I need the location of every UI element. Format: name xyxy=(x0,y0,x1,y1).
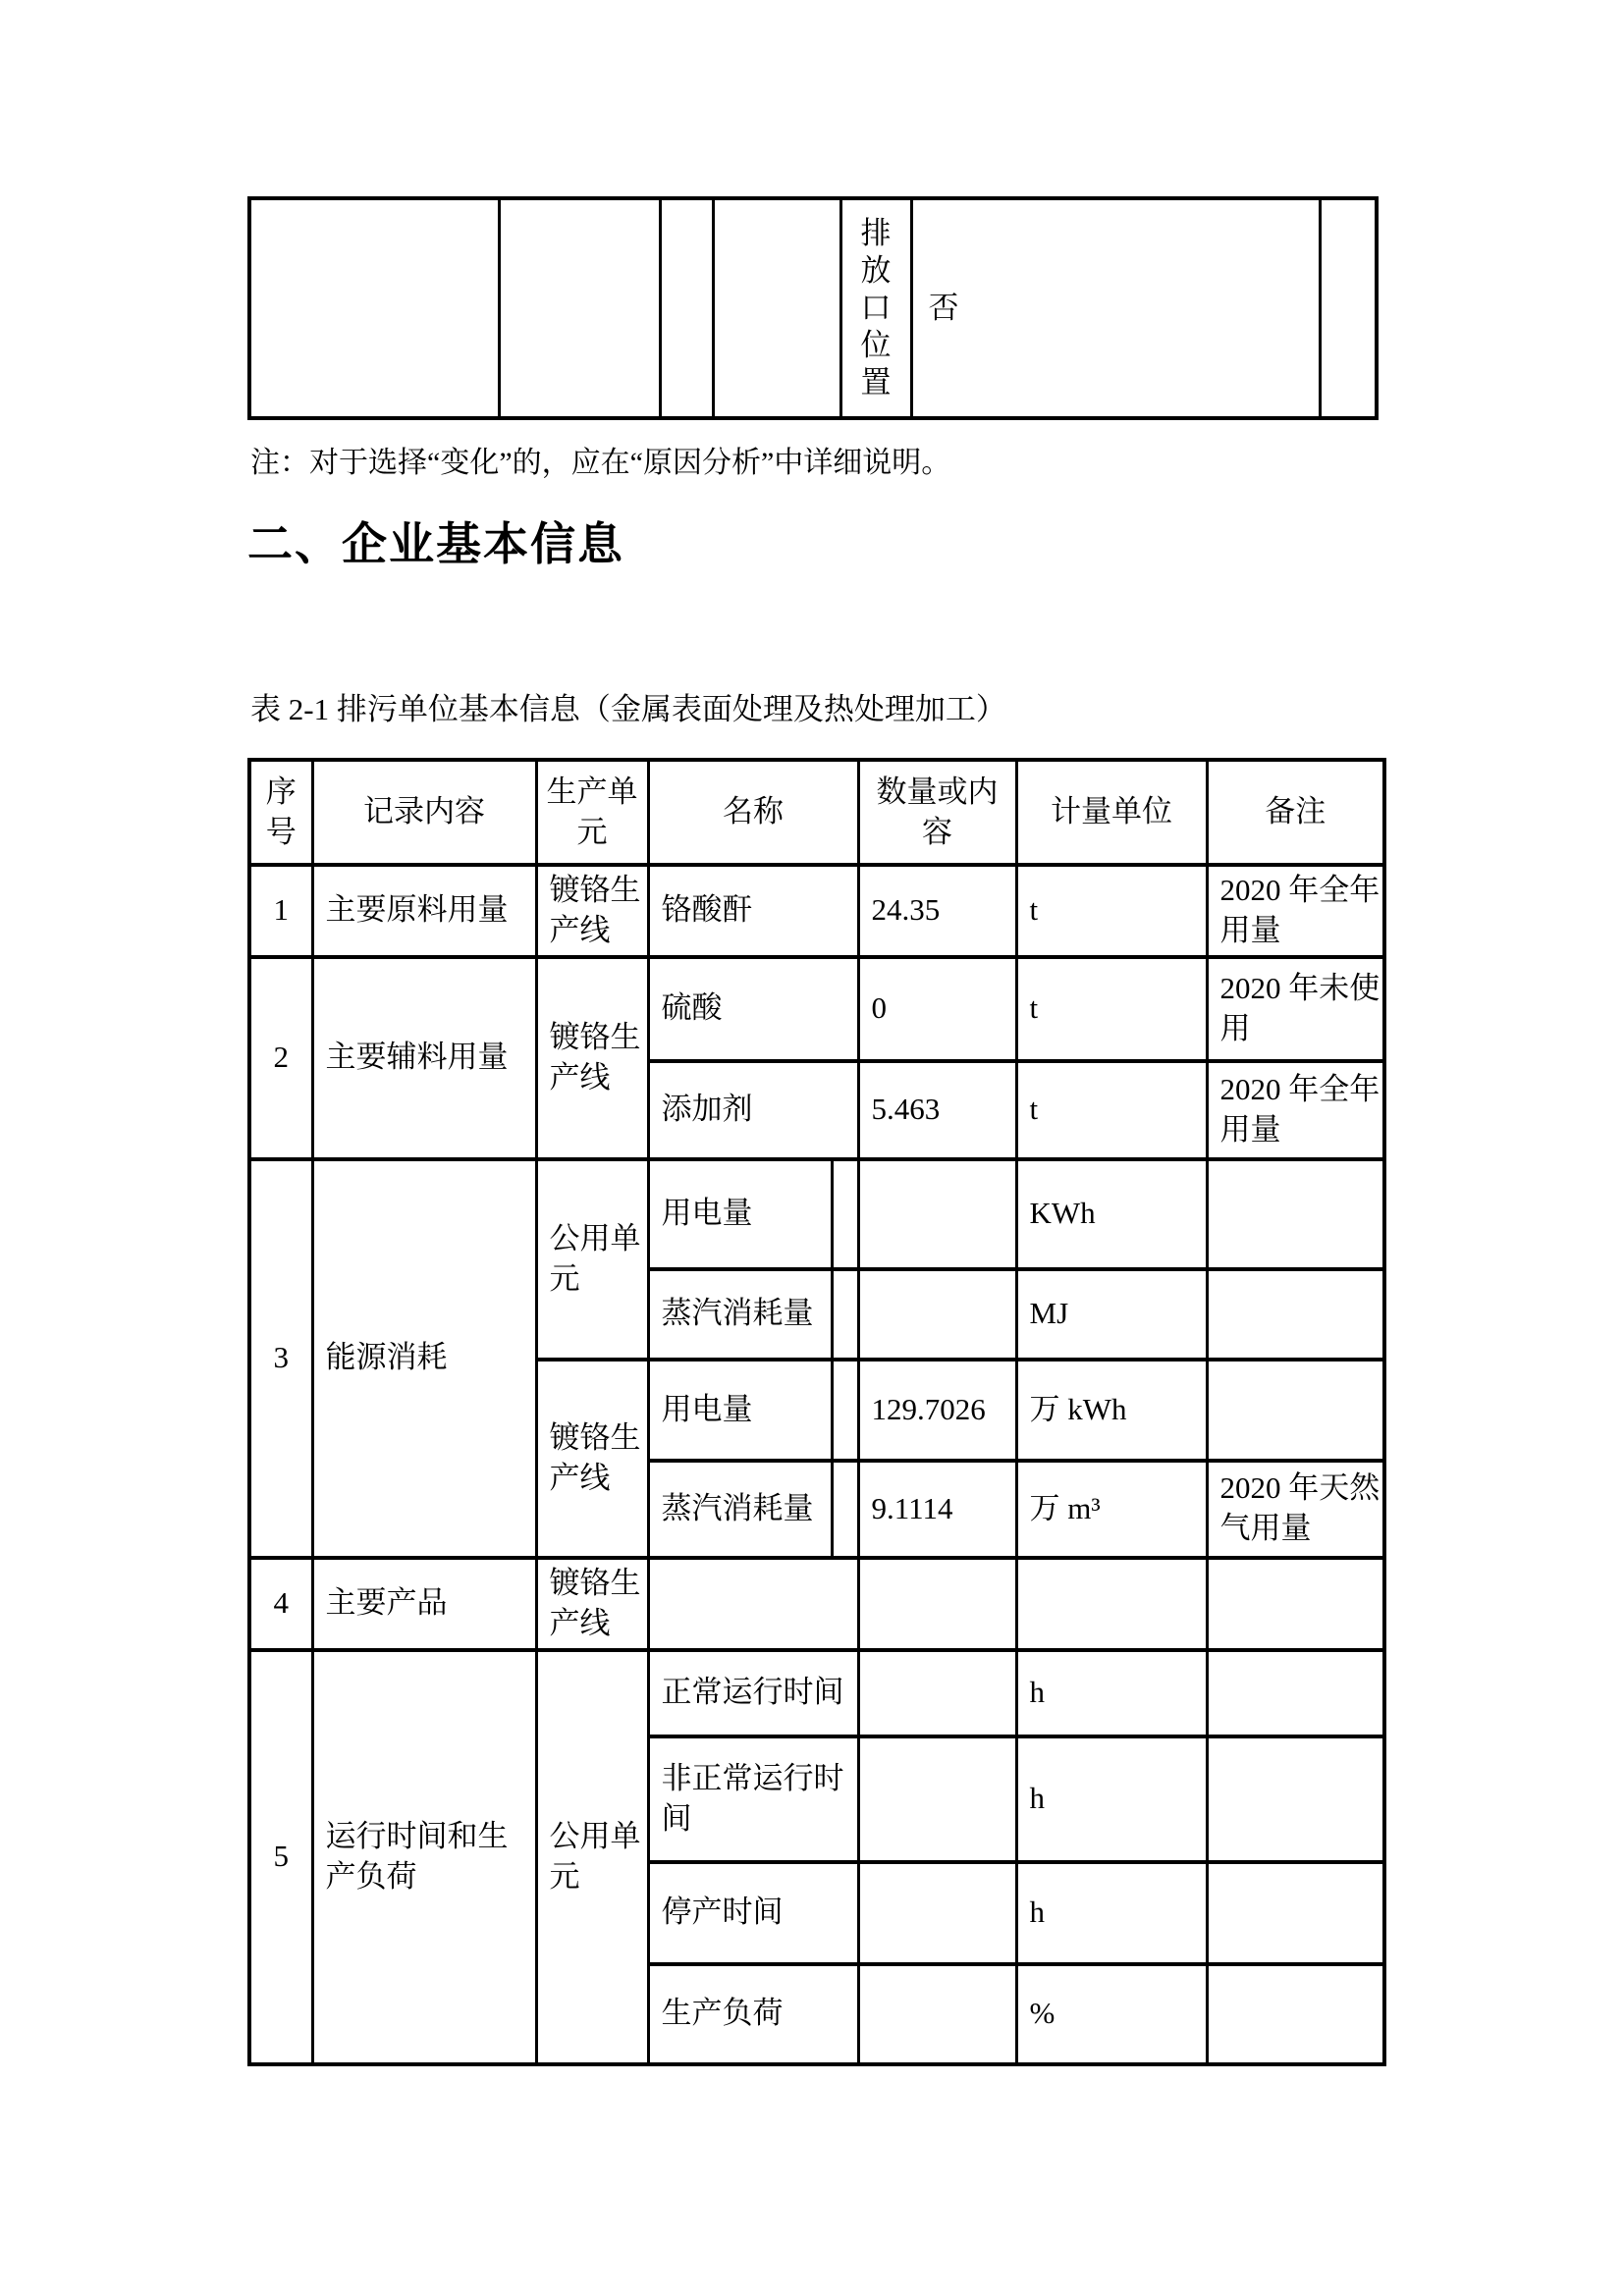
cell-name: 铬酸酐 xyxy=(648,865,858,957)
cell-remark: 2020 年天然气用量 xyxy=(1207,1461,1384,1558)
cell-measure-unit: KWh xyxy=(1016,1159,1207,1269)
header-measure-unit: 计量单位 xyxy=(1016,760,1207,865)
outlet-position-value: 否 xyxy=(911,198,1320,418)
cell-production-unit: 镀铬生产线 xyxy=(536,865,648,957)
cell-production-unit: 镀铬生产线 xyxy=(536,957,648,1159)
cell-record-content: 能源消耗 xyxy=(312,1159,536,1558)
cell-remark: 2020 年未使用 xyxy=(1207,957,1384,1061)
cell-name xyxy=(648,1558,858,1650)
table-row xyxy=(249,1558,1384,1650)
table-row xyxy=(249,865,1384,957)
cell-quantity xyxy=(858,1964,1016,2064)
cell-quantity xyxy=(858,1862,1016,1964)
cell-name: 蒸汽消耗量 xyxy=(648,1269,832,1360)
table-row xyxy=(249,1650,1384,1736)
cell-quantity: 5.463 xyxy=(858,1061,1016,1159)
cell-remark xyxy=(1207,1736,1384,1862)
header-production-unit: 生产单元 xyxy=(536,760,648,865)
cell-measure-unit: 万 kWh xyxy=(1016,1360,1207,1461)
empty-strip-cell xyxy=(832,1360,858,1461)
cell-production-unit: 公用单元 xyxy=(536,1650,648,2064)
header-row xyxy=(249,760,1384,865)
empty-cell xyxy=(249,198,499,418)
table-row xyxy=(249,198,1377,418)
header-remark: 备注 xyxy=(1207,760,1384,865)
cell-quantity xyxy=(858,1159,1016,1269)
empty-strip-cell xyxy=(832,1269,858,1360)
outlet-position-label: 排放口位置 xyxy=(840,198,911,418)
cell-measure-unit: t xyxy=(1016,957,1207,1061)
cell-measure-unit: h xyxy=(1016,1862,1207,1964)
footnote-text: 注：对于选择“变化”的，应在“原因分析”中详细说明。 xyxy=(250,447,951,479)
cell-record-content: 主要产品 xyxy=(312,1558,536,1650)
cell-remark xyxy=(1207,1360,1384,1461)
cell-remark xyxy=(1207,1862,1384,1964)
empty-strip-cell xyxy=(832,1461,858,1558)
table-caption: 表 2-1 排污单位基本信息（金属表面处理及热处理加工） xyxy=(250,692,1006,726)
cell-name: 用电量 xyxy=(648,1360,832,1461)
cell-seq: 4 xyxy=(249,1558,312,1650)
cell-name: 硫酸 xyxy=(648,957,858,1061)
cell-seq: 3 xyxy=(249,1159,312,1558)
table-row xyxy=(249,1159,1384,1269)
cell-remark xyxy=(1207,1964,1384,2064)
cell-remark: 2020 年全年用量 xyxy=(1207,1061,1384,1159)
cell-production-unit: 镀铬生产线 xyxy=(536,1360,648,1558)
empty-cell xyxy=(1320,198,1377,418)
header-seq: 序号 xyxy=(249,760,312,865)
cell-name: 添加剂 xyxy=(648,1061,858,1159)
cell-quantity xyxy=(858,1269,1016,1360)
empty-cell xyxy=(499,198,660,418)
empty-cell xyxy=(660,198,713,418)
section-heading: 二、企业基本信息 xyxy=(247,518,624,569)
cell-quantity xyxy=(858,1558,1016,1650)
table-row xyxy=(249,957,1384,1061)
cell-record-content: 主要辅料用量 xyxy=(312,957,536,1159)
cell-quantity xyxy=(858,1650,1016,1736)
cell-quantity xyxy=(858,1736,1016,1862)
cell-name: 蒸汽消耗量 xyxy=(648,1461,832,1558)
cell-name: 非正常运行时间 xyxy=(648,1736,858,1862)
cell-name: 用电量 xyxy=(648,1159,832,1269)
cell-measure-unit: h xyxy=(1016,1650,1207,1736)
cell-quantity: 0 xyxy=(858,957,1016,1061)
cell-measure-unit: MJ xyxy=(1016,1269,1207,1360)
empty-cell xyxy=(713,198,840,418)
cell-remark: 2020 年全年用量 xyxy=(1207,865,1384,957)
cell-remark xyxy=(1207,1159,1384,1269)
cell-quantity: 24.35 xyxy=(858,865,1016,957)
cell-name: 停产时间 xyxy=(648,1862,858,1964)
cell-remark xyxy=(1207,1269,1384,1360)
cell-remark xyxy=(1207,1650,1384,1736)
cell-quantity: 129.7026 xyxy=(858,1360,1016,1461)
cell-measure-unit: h xyxy=(1016,1736,1207,1862)
cell-name: 正常运行时间 xyxy=(648,1650,858,1736)
cell-quantity: 9.1114 xyxy=(858,1461,1016,1558)
cell-production-unit: 公用单元 xyxy=(536,1159,648,1360)
cell-measure-unit: % xyxy=(1016,1964,1207,2064)
cell-seq: 5 xyxy=(249,1650,312,2064)
cell-record-content: 运行时间和生产负荷 xyxy=(312,1650,536,2064)
cell-measure-unit xyxy=(1016,1558,1207,1650)
header-name: 名称 xyxy=(648,760,858,865)
header-quantity: 数量或内容 xyxy=(858,760,1016,865)
continuation-table xyxy=(247,196,1379,420)
cell-production-unit: 镀铬生产线 xyxy=(536,1558,648,1650)
header-record-content: 记录内容 xyxy=(312,760,536,865)
cell-seq: 1 xyxy=(249,865,312,957)
cell-record-content: 主要原料用量 xyxy=(312,865,536,957)
cell-measure-unit: 万 m³ xyxy=(1016,1461,1207,1558)
cell-measure-unit: t xyxy=(1016,865,1207,957)
cell-seq: 2 xyxy=(249,957,312,1159)
cell-measure-unit: t xyxy=(1016,1061,1207,1159)
basic-info-table xyxy=(247,758,1386,2066)
cell-remark xyxy=(1207,1558,1384,1650)
empty-strip-cell xyxy=(832,1159,858,1269)
cell-name: 生产负荷 xyxy=(648,1964,858,2064)
